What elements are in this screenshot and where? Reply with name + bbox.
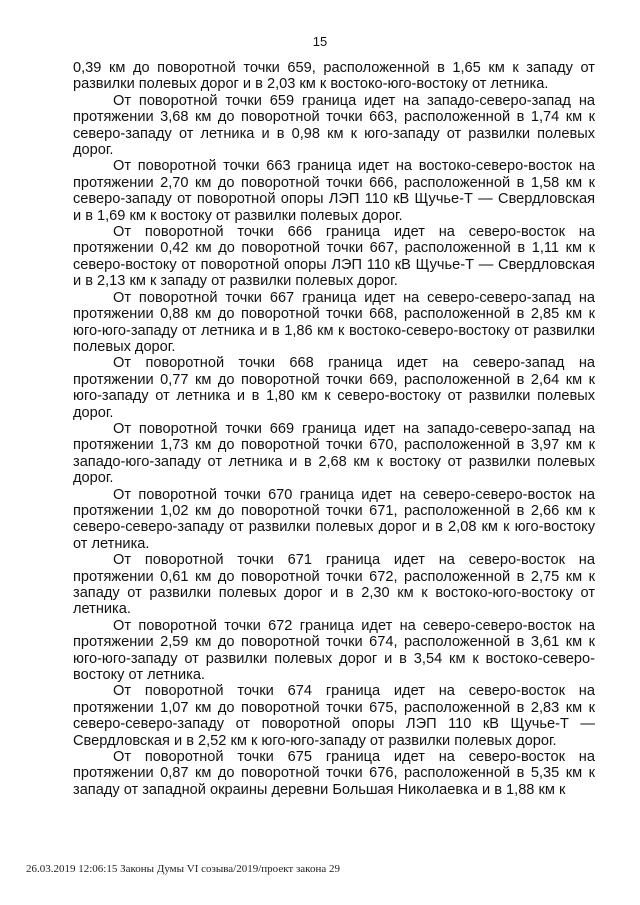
- paragraph-point-666: От поворотной точки 666 граница идет на северо-восток на протяжении 0,42 км до поворотной точки 667, расположенной в 1,11 км к северо-востоку от поворотной опоры ЛЭП 110 кВ Щучье-Т — Свердловская и в 2,13 км к западу от развилки полевых дорог.: [73, 224, 595, 290]
- paragraph-point-675: От поворотной точки 675 граница идет на северо-восток на протяжении 0,87 км до поворотной точки 676, расположенной в 5,35 км к западу от западной окраины деревни Большая Николаевка и в 1,88 км к: [73, 749, 595, 798]
- page-number: 15: [312, 34, 328, 49]
- paragraph-point-672: От поворотной точки 672 граница идет на северо-северо-восток на протяжении 2,59 км до поворотной точки 674, расположенной в 3,61 км к юго-юго-западу от развилки полевых дорог и в 3,54 км к востоко-северо-востоку от летника.: [73, 617, 595, 684]
- paragraph-continuation: 0,39 км до поворотной точки 659, расположенной в 1,65 км к западу от развилки полевых дорог и в 2,03 км к востоко-юго-востоку от летника.: [73, 60, 595, 93]
- document-body: [73, 60, 595, 798]
- paragraph-point-668: От поворотной точки 668 граница идет на северо-запад на протяжении 0,77 км до поворотной точки 669, расположенной в 2,64 км к юго-западу от летника и в 1,80 км к северо-востоку от развилки полевых дорог.: [73, 355, 595, 421]
- paragraph-point-674: От поворотной точки 674 граница идет на северо-восток на протяжении 1,07 км до поворотной точки 675, расположенной в 2,83 км к северо-северо-западу от поворотной опоры ЛЭП 110 кВ Щучье-Т — Свердловская и в 2,52 км к юго-юго-западу от развилки полевых дорог.: [73, 683, 595, 749]
- paragraph-point-671: От поворотной точки 671 граница идет на северо-восток на протяжении 0,61 км до поворотной точки 672, расположенной в 2,75 км к западу от развилки полевых дорог и в 2,30 км к востоко-юго-востоку от летника.: [73, 552, 595, 618]
- paragraph-point-667: От поворотной точки 667 граница идет на северо-северо-запад на протяжении 0,88 км до поворотной точки 668, расположенной в 2,85 км к юго-юго-западу от летника и в 1,86 км к востоко-северо-востоку от развилки полевых дорог.: [73, 289, 595, 355]
- paragraph-point-659: От поворотной точки 659 граница идет на западо-северо-запад на протяжении 3,68 км до поворотной точки 663, расположенной в 1,74 км к северо-западу от летника и в 0,98 км к юго-западу от развилки полевых дорог.: [73, 92, 595, 159]
- paragraph-point-670: От поворотной точки 670 граница идет на северо-северо-восток на протяжении 1,02 км до поворотной точки 671, расположенной в 2,66 км к северо-северо-западу от развилки полевых дорог и в 2,08 км к юго-востоку от летника.: [73, 486, 595, 552]
- paragraph-point-669: От поворотной точки 669 граница идет на западо-северо-запад на протяжении 1,73 км до поворотной точки 670, расположенной в 3,97 км к западо-юго-западу от летника и в 2,68 км к востоку от развилки полевых дорог.: [73, 420, 595, 487]
- document-footer: 26.03.2019 12:06:15 Законы Думы VI созыва/2019/проект закона 29: [26, 863, 340, 875]
- paragraph-point-663: От поворотной точки 663 граница идет на востоко-северо-восток на протяжении 2,70 км до поворотной точки 666, расположенной в 1,58 км к северо-западу от поворотной опоры ЛЭП 110 кВ Щучье-Т — Свердловская и в 1,69 км к востоку от развилки полевых дорог.: [73, 158, 595, 224]
